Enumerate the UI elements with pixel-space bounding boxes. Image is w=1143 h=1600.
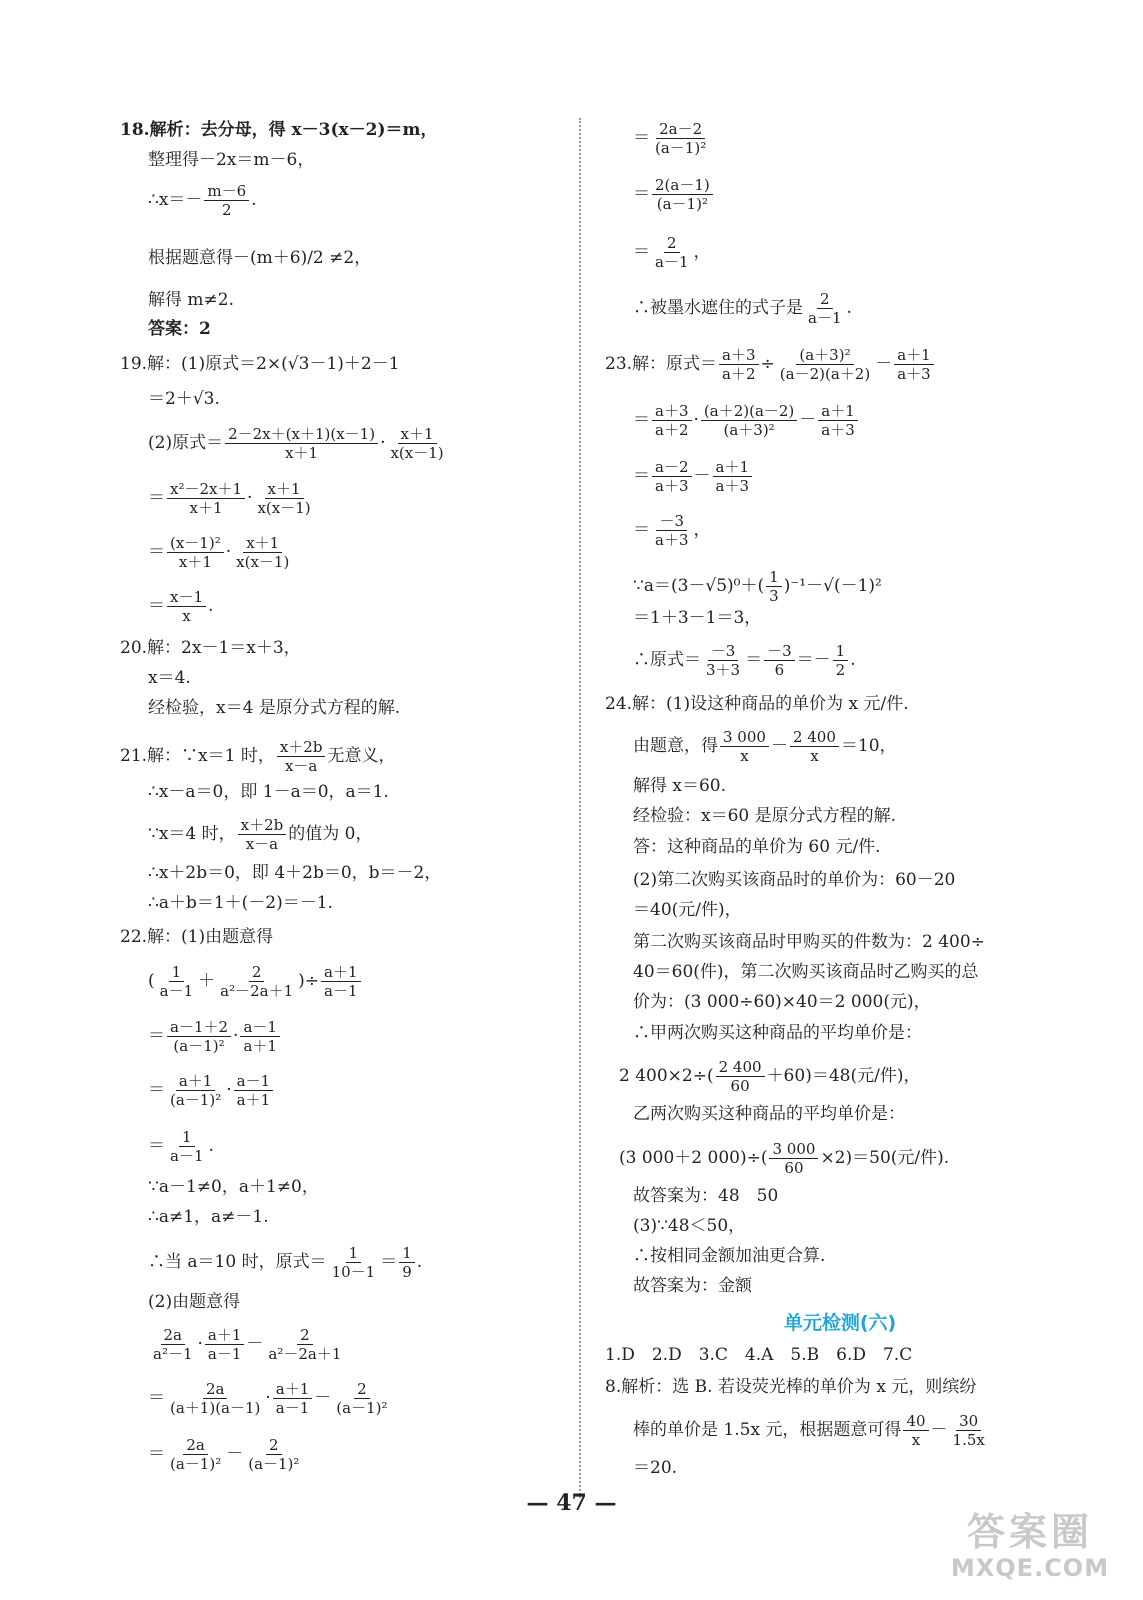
q18-line5: 解得 m≠2. xyxy=(148,290,234,310)
frac-den: 2 xyxy=(835,661,846,679)
q21-l1-frac xyxy=(277,738,326,775)
q24-line15: 故答案为：48 50 xyxy=(633,1186,779,1206)
q21-line3 xyxy=(148,816,372,853)
frac-den: (a－1)² xyxy=(336,1399,388,1417)
q22-l10-frac1 xyxy=(150,1326,196,1363)
q22-l8-frac1 xyxy=(329,1244,379,1281)
frac-num: 1 xyxy=(833,642,849,661)
minus-sign: － xyxy=(875,354,893,374)
comma: ， xyxy=(693,242,711,262)
q18-answer: 答案：2 xyxy=(148,319,211,339)
q24-line8: 第二次购买该商品时甲购买的件数为：2 400÷ xyxy=(633,932,985,952)
q23-l1-frac3 xyxy=(894,346,934,383)
frac-den: (a－1)² xyxy=(173,1037,225,1055)
frac-den: a＋2 xyxy=(655,421,689,439)
frac-den: 60 xyxy=(784,1159,804,1177)
frac-den: (a－1)² xyxy=(655,139,707,157)
frac-den: x(x－1) xyxy=(236,553,290,571)
frac-den: a²－2a＋1 xyxy=(220,982,294,1000)
times-dot: · xyxy=(226,1080,232,1100)
q22-line8 xyxy=(148,1244,422,1281)
frac-num: 3 000 xyxy=(769,1140,818,1159)
q24-line14 xyxy=(619,1140,949,1177)
q22c-line2 xyxy=(633,176,715,213)
q21-line4: ∴x＋2b＝0，即 4＋2b＝0，b＝－2， xyxy=(148,863,442,883)
q24-l2-frac1 xyxy=(720,728,769,765)
frac-den: a²－1 xyxy=(153,1345,193,1363)
q22-l8-prefix: ∴当 a＝10 时，原式＝ xyxy=(148,1252,327,1272)
q24-line17: ∴按相同金额加油更合算. xyxy=(633,1246,826,1266)
frac-num: a＋1 xyxy=(818,402,858,421)
q23-line5 xyxy=(633,568,882,605)
frac-den: a²－2a＋1 xyxy=(268,1345,342,1363)
frac-den: a＋2 xyxy=(722,365,756,383)
frac-num: 2 xyxy=(664,234,680,253)
q19-l4-frac2 xyxy=(254,480,313,517)
q22c-l1-frac xyxy=(652,120,709,157)
q19-line4 xyxy=(148,480,316,517)
frac-num: a＋3 xyxy=(719,346,759,365)
q22-l4-frac1 xyxy=(167,1072,224,1109)
q23-l7-frac1 xyxy=(703,642,743,679)
q21-l1-prefix: 21.解：∵x＝1 时， xyxy=(120,746,275,766)
q21-l3-prefix: ∵x＝4 时， xyxy=(148,824,236,844)
frac-num: 2a xyxy=(183,1436,208,1455)
minus-sign: － xyxy=(770,736,788,756)
equals-sign: ＝ xyxy=(148,1136,165,1156)
frac-den: (a－1)² xyxy=(170,1091,222,1109)
frac-den: x(x－1) xyxy=(257,499,311,517)
q24-l12-prefix: 2 400×2÷( xyxy=(619,1066,714,1086)
frac-num: 2－2x＋(x＋1)(x－1) xyxy=(225,425,378,444)
column-divider xyxy=(579,118,581,1498)
q8-l2-frac2 xyxy=(950,1412,988,1449)
answers-line: 1.D 2.D 3.C 4.A 5.B 6.D 7.C xyxy=(605,1345,913,1365)
watermark-bottom: MXQE.COM xyxy=(950,1554,1110,1582)
q20-line3: 经检验，x＝4 是原分式方程的解. xyxy=(148,698,401,718)
q18-frac-den: 2 xyxy=(222,201,232,219)
frac-num: －3 xyxy=(656,512,687,531)
frac-den: (a＋1)(a－1) xyxy=(170,1399,261,1417)
frac-num: a－1 xyxy=(234,1072,274,1091)
frac-den: 10－1 xyxy=(331,1263,376,1281)
q23-l4-frac xyxy=(652,512,692,549)
equals-sign: ＝ xyxy=(380,1252,398,1272)
q22-line3 xyxy=(148,1018,282,1055)
q20-line2: x＝4. xyxy=(148,668,191,688)
q22-line11 xyxy=(148,1380,393,1417)
q18-l3-suffix: . xyxy=(251,190,257,210)
q23-l1-frac1 xyxy=(719,346,759,383)
q24-line7: ＝40(元/件)， xyxy=(633,900,742,920)
frac-num: x＋2b xyxy=(277,738,326,757)
equals-sign: ＝ xyxy=(633,242,650,262)
q23-l5-prefix: ∵a＝(3－√5)⁰＋( xyxy=(633,576,765,596)
frac-num: a－1＋2 xyxy=(167,1018,231,1037)
q8-line1: 8.解析：选 B. 若设荧光棒的单价为 x 元，则缤纷 xyxy=(605,1377,977,1397)
frac-den: x xyxy=(810,747,819,765)
frac-num: a－1 xyxy=(240,1018,280,1037)
frac-num: a＋3 xyxy=(652,402,692,421)
q19-line6 xyxy=(148,588,213,625)
q19-l3-frac1 xyxy=(225,425,378,462)
q22-l12-frac2 xyxy=(245,1436,302,1473)
minus-sign: － xyxy=(226,1444,244,1464)
paren: ( xyxy=(148,971,155,991)
q23-l2-frac1 xyxy=(652,402,692,439)
q21-l3-suffix: 的值为 0， xyxy=(288,824,373,844)
q18-line1 xyxy=(120,120,438,140)
q24-l12-suffix: ＋60)＝48(元/件)， xyxy=(766,1066,921,1086)
minus-sign: － xyxy=(314,1388,332,1408)
frac-num: 30 xyxy=(956,1412,981,1431)
q22-line1: 22.解：(1)由题意得 xyxy=(120,927,274,947)
q24-line2 xyxy=(633,728,897,765)
q22-line6: ∵a－1≠0，a＋1≠0， xyxy=(148,1177,319,1197)
q22-line5 xyxy=(148,1128,214,1165)
frac-num: 2 xyxy=(266,1436,282,1455)
minus-sign: － xyxy=(246,1334,264,1354)
frac-den: x－a xyxy=(284,757,318,775)
q8-l2-frac1 xyxy=(903,1412,928,1449)
equals-sign: ＝ xyxy=(745,650,763,670)
q23-line6: ＝1＋3－1＝3， xyxy=(633,608,762,628)
frac-num: a＋1 xyxy=(713,458,753,477)
q21-line1 xyxy=(120,738,395,775)
q22-line4 xyxy=(148,1072,275,1109)
q19-line2: ＝2＋√3. xyxy=(148,389,220,409)
q23-l2-frac2 xyxy=(701,402,797,439)
times-dot: · xyxy=(197,1334,203,1354)
frac-num: 2 xyxy=(249,963,265,982)
equals-sign: ＝ xyxy=(148,1444,165,1464)
q23-line4 xyxy=(633,512,711,549)
q22-line7: ∴a≠1，a≠－1. xyxy=(148,1207,269,1227)
q24-l14-prefix: (3 000＋2 000)÷( xyxy=(619,1148,768,1168)
frac-num: x＋1 xyxy=(265,480,304,499)
frac-num: (x－1)² xyxy=(167,534,224,553)
frac-den: x(x－1) xyxy=(390,444,444,462)
frac-num: a＋1 xyxy=(273,1380,313,1399)
frac-den: x＋1 xyxy=(189,499,223,517)
frac-num: 1 xyxy=(179,1128,195,1147)
frac-den: a＋3 xyxy=(821,421,855,439)
period: . xyxy=(850,650,856,670)
section-heading: 单元检测(六) xyxy=(783,1312,897,1334)
q24-line13: 乙两次购买这种商品的平均单价是： xyxy=(633,1104,905,1124)
q22-l11-frac1 xyxy=(167,1380,263,1417)
equals-sign: ＝ xyxy=(633,466,650,486)
frac-den: a－1 xyxy=(808,309,842,327)
frac-num: 2a xyxy=(161,1326,186,1345)
frac-den: x xyxy=(740,747,749,765)
frac-den: x xyxy=(182,607,191,625)
equals-sign: ＝ xyxy=(633,184,650,204)
frac-den: a－1 xyxy=(655,253,689,271)
q19-l6-frac xyxy=(167,588,206,625)
times-dot: · xyxy=(247,488,253,508)
frac-den: a－1 xyxy=(159,982,194,1000)
equals-sign: ＝ xyxy=(148,596,165,616)
equals-sign: ＝ xyxy=(633,410,650,430)
paren-div: )÷ xyxy=(298,971,320,991)
frac-den: (a－2)(a＋2) xyxy=(779,365,871,383)
q18-frac-num: m－6 xyxy=(204,182,249,201)
q23-l7-frac3 xyxy=(833,642,849,679)
times-dot: · xyxy=(265,1388,271,1408)
equals-sign: ＝ xyxy=(633,520,650,540)
q24-line9: 40＝60(件)，第二次购买该商品时乙购买的总 xyxy=(633,962,979,982)
q19-l3-frac2 xyxy=(387,425,446,462)
frac-num: a－2 xyxy=(652,458,692,477)
q19-l5-frac2 xyxy=(233,534,292,571)
q24-line12 xyxy=(619,1058,920,1095)
frac-den: a＋3 xyxy=(655,531,689,549)
equals-sign: ＝ xyxy=(148,488,165,508)
q23-l5-frac xyxy=(766,568,782,605)
q8-line2 xyxy=(633,1412,990,1449)
q22-l11-frac2 xyxy=(273,1380,313,1417)
q22-l11-frac3 xyxy=(333,1380,390,1417)
q22-l8-frac2 xyxy=(399,1244,415,1281)
q24-l14-frac xyxy=(769,1140,818,1177)
q23-l5-suffix: )⁻¹－√(－1)² xyxy=(783,576,882,596)
q22-l3-frac2 xyxy=(240,1018,280,1055)
q24-line5: 答：这种商品的单价为 60 元/件. xyxy=(633,837,881,857)
frac-num: －3 xyxy=(764,642,795,661)
frac-num: 3 000 xyxy=(720,728,769,747)
equals-sign: ＝ xyxy=(148,1080,165,1100)
comma: ， xyxy=(693,520,711,540)
right-column xyxy=(605,0,1075,1600)
q22c-line4 xyxy=(633,290,852,327)
q24-line4: 经检验：x＝60 是原分式方程的解. xyxy=(633,806,897,826)
frac-num: 2 xyxy=(354,1380,370,1399)
minus-sign: － xyxy=(813,650,831,670)
frac-num: a＋1 xyxy=(176,1072,216,1091)
q24-line1: 24.解：(1)设这种商品的单价为 x 元/件. xyxy=(605,694,909,714)
frac-num: (a＋2)(a－2) xyxy=(701,402,797,421)
q22-l10-frac2 xyxy=(205,1326,245,1363)
q22-l10-frac3 xyxy=(265,1326,344,1363)
frac-den: x xyxy=(911,1431,921,1449)
frac-num: x－1 xyxy=(167,588,206,607)
frac-den: x－a xyxy=(245,835,279,853)
q22c-line3 xyxy=(633,234,711,271)
minus-sign: － xyxy=(693,466,711,486)
q22-line9: (2)由题意得 xyxy=(148,1292,241,1312)
frac-num: －3 xyxy=(708,642,739,661)
frac-num: x＋1 xyxy=(398,425,437,444)
frac-den: a－1 xyxy=(324,982,358,1000)
q23-line1 xyxy=(605,346,936,383)
equals-sign: ＝ xyxy=(796,650,814,670)
q23-l2-frac3 xyxy=(818,402,858,439)
q18-l3-prefix: ∴x＝－ xyxy=(148,190,203,210)
q23-l7-prefix: ∴原式＝ xyxy=(633,650,701,670)
period: . xyxy=(416,1252,423,1272)
frac-num: 1 xyxy=(766,568,782,587)
frac-den: 1.5x xyxy=(952,1431,985,1449)
frac-den: a－1 xyxy=(275,1399,310,1417)
q24-line10: 价为：(3 000÷60)×40＝2 000(元)， xyxy=(633,992,931,1012)
times-dot: · xyxy=(233,1026,239,1046)
q18-line4: 根据题意得－(m＋6)/2 ≠2， xyxy=(148,248,372,268)
q22c-line1 xyxy=(633,120,711,157)
q18-fraction xyxy=(204,182,249,219)
q23-line3 xyxy=(633,458,754,495)
period: . xyxy=(208,1136,214,1156)
frac-num: 1 xyxy=(399,1244,415,1263)
q20-line1: 20.解：2x－1＝x＋3， xyxy=(120,638,301,658)
frac-den: a＋3 xyxy=(897,365,931,383)
frac-den: x＋1 xyxy=(285,444,319,462)
frac-den: 9 xyxy=(402,1263,412,1281)
frac-den: (a－1)² xyxy=(170,1455,222,1473)
q23-l1-frac2 xyxy=(777,346,873,383)
q24-l2-frac2 xyxy=(790,728,839,765)
q23-l3-frac2 xyxy=(713,458,753,495)
q19-line5 xyxy=(148,534,294,571)
q22-l4-frac2 xyxy=(234,1072,274,1109)
frac-den: a＋1 xyxy=(236,1091,271,1109)
frac-num: a＋1 xyxy=(321,963,361,982)
q8-l2-prefix: 棒的单价是 1.5x 元，根据题意可得 xyxy=(633,1420,902,1440)
frac-num: 2a－2 xyxy=(656,120,705,139)
q22-l5-frac xyxy=(167,1128,207,1165)
watermark-logo xyxy=(935,1510,1125,1590)
q24-line18: 故答案为：金额 xyxy=(633,1276,752,1296)
q21-line5: ∴a＋b＝1＋(－2)＝－1. xyxy=(148,893,333,913)
times-dot: · xyxy=(380,433,386,453)
q22-l2-frac1 xyxy=(157,963,197,1000)
frac-num: x＋2b xyxy=(238,816,287,835)
q22c-l4-prefix: ∴被墨水遮住的式子是 xyxy=(633,298,803,318)
frac-den: 60 xyxy=(730,1077,750,1095)
q21-l3-frac xyxy=(238,816,287,853)
q23-l3-frac1 xyxy=(652,458,692,495)
q23-line7 xyxy=(633,642,856,679)
frac-den: a－1 xyxy=(207,1345,242,1363)
frac-num: 1 xyxy=(169,963,185,982)
frac-num: 2 400 xyxy=(716,1058,765,1077)
divide-sign: ÷ xyxy=(760,354,775,374)
frac-den: a＋3 xyxy=(715,477,749,495)
q22c-l4-frac xyxy=(805,290,845,327)
period: . xyxy=(208,596,214,616)
page-number: — 47 — xyxy=(526,1490,617,1516)
frac-den: 6 xyxy=(774,661,785,679)
q18-line2: 整理得－2x＝m－6， xyxy=(148,150,315,170)
q22-l3-frac1 xyxy=(167,1018,231,1055)
q22-line2 xyxy=(148,963,363,1000)
frac-num: x＋1 xyxy=(243,534,282,553)
q18-line3 xyxy=(148,182,257,219)
frac-den: 3 xyxy=(769,587,779,605)
frac-num: 2 xyxy=(817,290,833,309)
equals-sign: ＝ xyxy=(148,542,165,562)
q21-line2: ∴x－a＝0，即 1－a＝0，a＝1. xyxy=(148,782,389,802)
minus-sign: － xyxy=(799,410,817,430)
equals-sign: ＝ xyxy=(633,128,650,148)
frac-den: a＋1 xyxy=(243,1037,277,1055)
frac-den: x＋1 xyxy=(178,553,212,571)
minus-sign: － xyxy=(930,1420,948,1440)
q22-line12 xyxy=(148,1436,304,1473)
frac-num: a＋1 xyxy=(205,1326,245,1345)
q19-line1: 19.解：(1)原式＝2×(√3－1)＋2－1 xyxy=(120,354,400,374)
q22-l2-frac3 xyxy=(321,963,361,1000)
period: . xyxy=(846,298,852,318)
q19-line3 xyxy=(148,425,449,462)
q18-text: 18.解析：去分母，得 x－3(x－2)＝m， xyxy=(120,120,438,140)
left-column xyxy=(120,0,560,1600)
frac-num: x²－2x＋1 xyxy=(167,480,245,499)
q24-l12-frac xyxy=(716,1058,765,1095)
plus-sign: ＋ xyxy=(198,971,216,991)
q22-l2-frac2 xyxy=(217,963,296,1000)
q19-l3-prefix: (2)原式＝ xyxy=(148,433,224,453)
q24-line6: (2)第二次购买该商品时的单价为：60－20 xyxy=(633,870,956,890)
frac-den: a＋3 xyxy=(655,477,689,495)
q22c-l3-frac xyxy=(652,234,692,271)
q24-line3: 解得 x＝60. xyxy=(633,776,727,796)
q24-line11: ∴甲两次购买这种商品的平均单价是： xyxy=(633,1023,922,1043)
watermark-top: 答案圈 xyxy=(966,1510,1093,1554)
q8-line3: ＝20. xyxy=(633,1458,678,1478)
q23-l7-frac2 xyxy=(764,642,795,679)
frac-num: 2 400 xyxy=(790,728,839,747)
q24-l14-suffix: ×2)＝50(元/件). xyxy=(820,1148,950,1168)
frac-num: 2a xyxy=(203,1380,228,1399)
frac-num: a＋1 xyxy=(894,346,934,365)
frac-num: 1 xyxy=(346,1244,362,1263)
frac-num: (a＋3)² xyxy=(796,346,853,365)
times-dot: · xyxy=(693,410,699,430)
frac-num: 2(a－1) xyxy=(652,176,713,195)
frac-den: (a－1)² xyxy=(656,195,708,213)
q19-l5-frac1 xyxy=(167,534,224,571)
frac-den: (a＋3)² xyxy=(723,421,775,439)
times-dot: · xyxy=(225,542,232,562)
frac-den: a－1 xyxy=(170,1147,204,1165)
q23-l1-prefix: 23.解：原式＝ xyxy=(605,354,718,374)
q21-l1-suffix: 无意义， xyxy=(327,746,396,766)
q23-line2 xyxy=(633,402,860,439)
frac-num: 2 xyxy=(297,1326,313,1345)
frac-num: 40 xyxy=(903,1412,928,1431)
q19-l4-frac1 xyxy=(167,480,245,517)
q22c-l2-frac xyxy=(652,176,713,213)
frac-den: 3＋3 xyxy=(706,661,741,679)
q24-line16: (3)∵48＜50， xyxy=(633,1216,746,1236)
q24-l2-suffix: ＝10， xyxy=(840,736,897,756)
q24-l2-prefix: 由题意，得 xyxy=(633,736,718,756)
q22-line10 xyxy=(148,1326,346,1363)
equals-sign: ＝ xyxy=(148,1388,165,1408)
equals-sign: ＝ xyxy=(148,1026,165,1046)
q22-l12-frac1 xyxy=(167,1436,224,1473)
frac-den: (a－1)² xyxy=(248,1455,300,1473)
